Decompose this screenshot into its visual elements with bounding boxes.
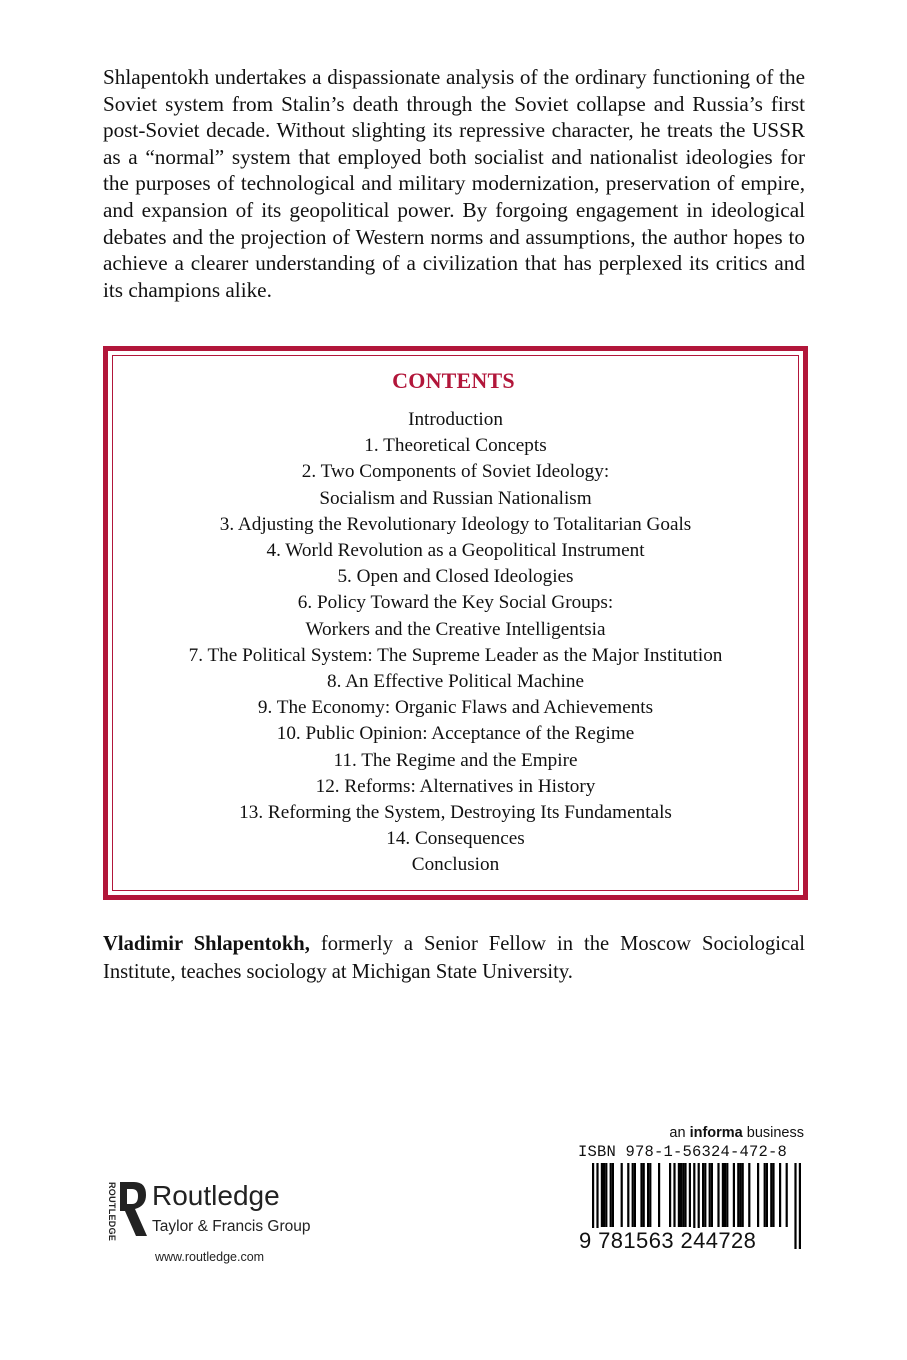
barcode-bar [678, 1163, 680, 1227]
table-of-contents [103, 407, 808, 879]
barcode-bar [722, 1163, 724, 1227]
barcode-bar [612, 1163, 614, 1227]
informa-prefix: an [669, 1125, 690, 1141]
toc-item: 13. Reforming the System, Destroying Its Fundamentals [239, 802, 672, 824]
toc-item: 4. World Revolution as a Geopolitical Instrument [266, 540, 645, 562]
informa-tagline [600, 1125, 804, 1141]
barcode-bar [757, 1163, 759, 1227]
toc-item: 2. Two Components of Soviet Ideology: [301, 461, 610, 483]
barcode-bar [601, 1163, 603, 1227]
barcode-bar [647, 1163, 649, 1227]
isbn-label: ISBN 978-1-56324-472-8 [578, 1143, 788, 1161]
barcode-bar [779, 1163, 781, 1227]
barcode-bar [682, 1163, 684, 1227]
barcode-bar [733, 1163, 735, 1227]
contents-heading: CONTENTS [392, 368, 515, 393]
barcode-bar [717, 1163, 719, 1227]
barcode-bar [704, 1163, 706, 1227]
barcode-bar [689, 1163, 691, 1227]
toc-item: 9. The Economy: Organic Flaws and Achievements [257, 697, 654, 719]
informa-brand: informa [689, 1125, 743, 1141]
author-bio [103, 930, 805, 986]
barcode-bar [680, 1163, 682, 1227]
toc-item: 12. Reforms: Alternatives in History [315, 775, 596, 797]
toc-item: Introduction [408, 409, 503, 430]
author-name: Vladimir Shlapentokh, [103, 933, 310, 955]
toc-item: 11. The Regime and the Empire [333, 749, 578, 771]
publisher-url: www.routledge.com [155, 1250, 265, 1264]
toc-item: 7. The Political System: The Supreme Leader as the Major Institution [188, 644, 723, 666]
routledge-logo-icon [100, 1180, 148, 1250]
publisher-group: Taylor & Francis Group [152, 1218, 311, 1235]
barcode-bar [737, 1163, 739, 1227]
barcode-bar [711, 1163, 713, 1227]
svg-text:ROUTLEDGE: ROUTLEDGE [107, 1182, 117, 1242]
barcode-bar [684, 1163, 686, 1227]
barcode-bar [770, 1163, 772, 1227]
barcode-bar [605, 1163, 607, 1227]
publisher-block [100, 1180, 340, 1270]
barcode-digits [578, 1228, 806, 1254]
barcode-bar [610, 1163, 612, 1227]
barcode-bar [621, 1163, 623, 1227]
barcode-bar [673, 1163, 675, 1227]
barcode-number: 9 781563 244728 [579, 1228, 757, 1253]
barcode-bar [702, 1163, 704, 1227]
barcode-bar [748, 1163, 750, 1227]
barcode-bar [764, 1163, 766, 1227]
barcode-bar [669, 1163, 671, 1227]
toc-item: 14. Consequences [386, 828, 525, 850]
toc-item: Socialism and Russian Nationalism [319, 487, 592, 509]
barcode-bar [632, 1163, 634, 1227]
publisher-name: Routledge [152, 1180, 280, 1211]
barcode-bar [786, 1163, 788, 1227]
barcode-bar [742, 1163, 744, 1227]
toc-item: 6. Policy Toward the Key Social Groups: [297, 592, 614, 614]
toc-item: Workers and the Creative Intelligentsia [305, 618, 606, 640]
barcode-bar [603, 1163, 605, 1227]
barcode-bar [772, 1163, 774, 1227]
barcode-bar [724, 1163, 726, 1227]
toc-item: 5. Open and Closed Ideologies [337, 566, 574, 588]
barcode-bar [766, 1163, 768, 1227]
toc-item: 8. An Effective Political Machine [326, 671, 584, 693]
barcode-bar [709, 1163, 711, 1227]
barcode-bar [658, 1163, 660, 1227]
barcode-bar [640, 1163, 642, 1227]
toc-item: Conclusion [411, 854, 500, 876]
author-bio-text: formerly a Senior Fellow in the Moscow Sociological Institute, teaches sociology at Michigan State University. [103, 933, 805, 983]
barcode-bar [627, 1163, 629, 1227]
toc-item: 10. Public Opinion: Acceptance of the Regime [276, 723, 635, 745]
barcode-bar [739, 1163, 741, 1227]
informa-suffix: business [742, 1125, 804, 1141]
barcode-bar [726, 1163, 728, 1227]
barcode-bar [634, 1163, 636, 1227]
book-description: Shlapentokh undertakes a dispassionate analysis of the ordinary functioning of the Soviet system from Stalin’s death through the Soviet collapse and Russia’s first post-Soviet decade. Without slighting its repressive character, he treats the USSR as a “normal” system that employed both socialist and nationalist ideologies for the purposes of technological and military modernization, preservation of empire, and expansion of its geopolitical power. By forgoing engagement in ideological debates and the projection of Western norms and assumptions, the author hopes to achieve a clearer understanding of a civilization that has perplexed its critics and its champions alike. [103, 65, 805, 302]
barcode-bar [643, 1163, 645, 1227]
barcode-bar [649, 1163, 651, 1227]
toc-item: 1. Theoretical Concepts [364, 435, 547, 457]
toc-item: 3. Adjusting the Revolutionary Ideology to Totalitarian Goals [219, 513, 692, 535]
